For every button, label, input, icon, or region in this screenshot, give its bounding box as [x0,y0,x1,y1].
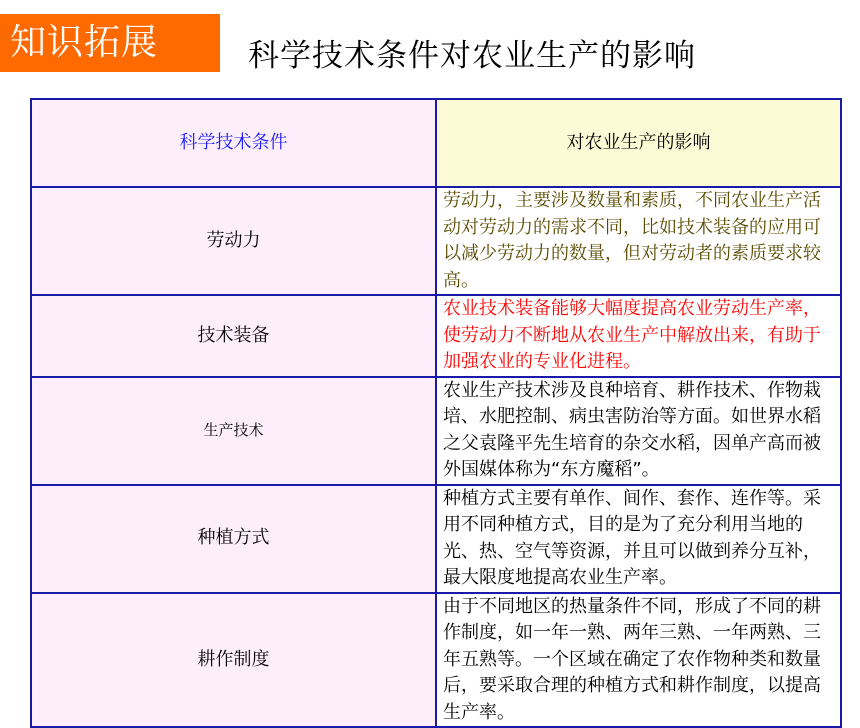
row-category: 生产技术 [31,377,436,485]
table-row [31,593,841,728]
row-description: 种植方式主要有单作、间作、套作、连作等。采用不同种植方式，目的是为了充分利用当地的光、热、空气等资源，并且可以做到养分互补，最大限度地提高农业生产率。 [436,485,841,593]
header-effect-cell: 对农业生产的影响 [436,99,841,187]
slide-title: 科学技术条件对农业生产的影响 [248,38,696,74]
knowledge-extension-badge: 知识拓展 [0,14,220,72]
row-description: 农业技术装备能够大幅度提高农业劳动生产率，使劳动力不断地从农业生产中解放出来，有助于加强农业的专业化进程。 [436,295,841,377]
row-description: 劳动力，主要涉及数量和素质，不同农业生产活动对劳动力的需求不同，比如技术装备的应用可以减少劳动力的数量，但对劳动者的素质要求较高。 [436,187,841,295]
table-row [31,187,841,295]
table-row [31,295,841,377]
table-header-row [31,99,841,187]
table-row [31,377,841,485]
row-category: 种植方式 [31,485,436,593]
table-row [31,485,841,593]
row-category: 耕作制度 [31,593,436,728]
row-category: 劳动力 [31,187,436,295]
row-description: 农业生产技术涉及良种培育、耕作技术、作物栽培、水肥控制、病虫害防治等方面。如世界水稻之父袁隆平先生培育的杂交水稻，因单产高而被外国媒体称为“东方魔稻”。 [436,377,841,485]
header-category-cell: 科学技术条件 [31,99,436,187]
row-category: 技术装备 [31,295,436,377]
row-description: 由于不同地区的热量条件不同，形成了不同的耕作制度，如一年一熟、两年三熟、一年两熟、三年五熟等。一个区域在确定了农作物种类和数量后，要采取合理的种植方式和耕作制度，以提高生产率。 [436,593,841,728]
influence-table [30,98,842,728]
